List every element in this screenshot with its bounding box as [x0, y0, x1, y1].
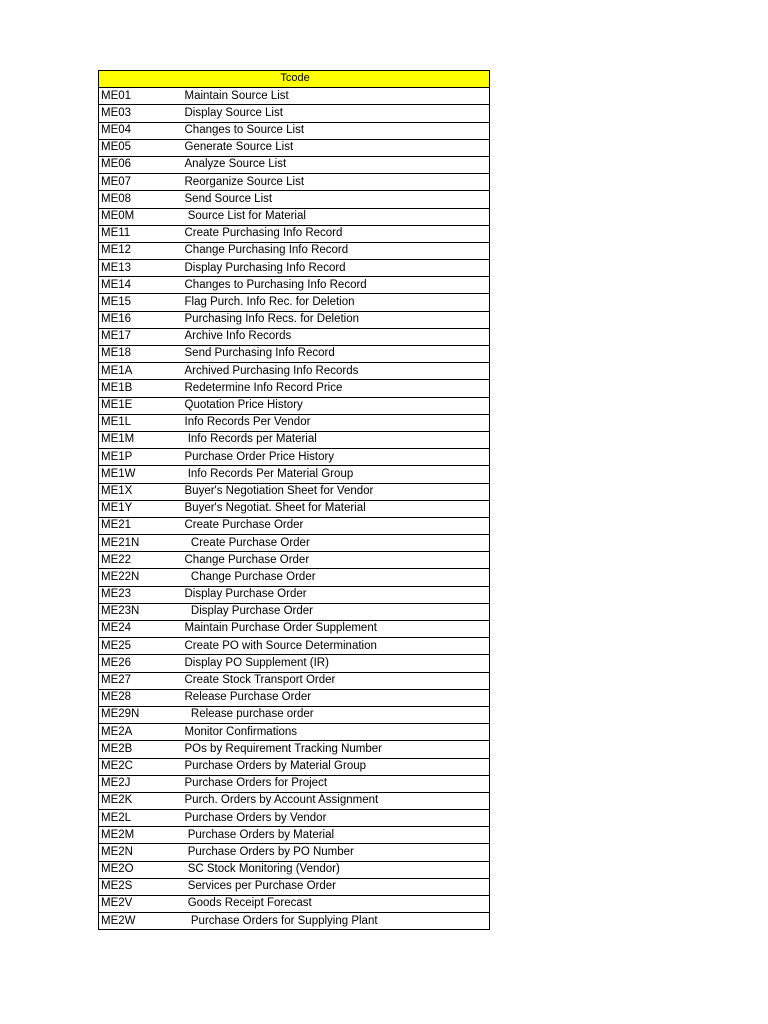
table-row — [99, 311, 490, 328]
description-cell[interactable]: Create PO with Source Determination — [183, 638, 490, 655]
description-cell[interactable]: Purchase Orders by Vendor — [183, 810, 490, 827]
table-row — [99, 655, 490, 672]
description-cell[interactable]: Source List for Material — [183, 208, 490, 225]
description-cell[interactable]: Display Source List — [183, 105, 490, 122]
table-row — [99, 638, 490, 655]
description-cell[interactable]: Buyer's Negotiation Sheet for Vendor — [183, 483, 490, 500]
tcode-cell[interactable]: ME21 — [99, 517, 183, 534]
description-cell[interactable]: Send Source List — [183, 191, 490, 208]
table-row — [99, 156, 490, 173]
description-cell[interactable]: Generate Source List — [183, 139, 490, 156]
table-row — [99, 139, 490, 156]
description-cell[interactable]: Display Purchase Order — [183, 603, 490, 620]
tcode-cell[interactable]: ME2K — [99, 792, 183, 809]
description-cell[interactable]: Change Purchasing Info Record — [183, 242, 490, 259]
description-cell[interactable]: Purchase Orders by Material Group — [183, 758, 490, 775]
description-cell[interactable]: Info Records per Material — [183, 431, 490, 448]
tcode-cell[interactable]: ME03 — [99, 105, 183, 122]
tcode-cell[interactable]: ME2M — [99, 827, 183, 844]
tcode-cell[interactable]: ME1A — [99, 363, 183, 380]
description-cell[interactable]: Info Records Per Vendor — [183, 414, 490, 431]
tcode-cell[interactable]: ME2O — [99, 861, 183, 878]
tcode-cell[interactable]: ME17 — [99, 328, 183, 345]
table-row — [99, 810, 490, 827]
description-cell[interactable]: Create Purchase Order — [183, 517, 490, 534]
tcode-cell[interactable]: ME14 — [99, 277, 183, 294]
table-row — [99, 861, 490, 878]
tcode-cell[interactable]: ME2S — [99, 878, 183, 895]
tcode-cell[interactable]: ME27 — [99, 672, 183, 689]
tcode-cell[interactable]: ME07 — [99, 174, 183, 191]
table-row — [99, 500, 490, 517]
tcode-cell[interactable]: ME1M — [99, 431, 183, 448]
table-row — [99, 621, 490, 638]
tcode-cell[interactable]: ME1L — [99, 414, 183, 431]
table-row — [99, 225, 490, 242]
tcode-cell[interactable]: ME06 — [99, 156, 183, 173]
description-cell[interactable]: Maintain Purchase Order Supplement — [183, 621, 490, 638]
description-cell[interactable]: Change Purchase Order — [183, 569, 490, 586]
tcode-cell[interactable]: ME16 — [99, 311, 183, 328]
table-row — [99, 586, 490, 603]
table-row — [99, 414, 490, 431]
tcode-cell[interactable]: ME1Y — [99, 500, 183, 517]
table-row — [99, 242, 490, 259]
tcode-cell[interactable]: ME26 — [99, 655, 183, 672]
table-row — [99, 672, 490, 689]
table-row — [99, 105, 490, 122]
table-row — [99, 878, 490, 895]
tcode-cell[interactable]: ME21N — [99, 535, 183, 552]
description-cell[interactable]: Changes to Source List — [183, 122, 490, 139]
tcode-cell[interactable]: ME2B — [99, 741, 183, 758]
table-row — [99, 174, 490, 191]
table-row — [99, 775, 490, 792]
table-row — [99, 363, 490, 380]
description-cell[interactable]: Analyze Source List — [183, 156, 490, 173]
tcode-cell[interactable]: ME24 — [99, 621, 183, 638]
tcode-cell[interactable]: ME2A — [99, 724, 183, 741]
table-row — [99, 896, 490, 913]
table-row — [99, 328, 490, 345]
table-row — [99, 483, 490, 500]
tcode-cell[interactable]: ME28 — [99, 689, 183, 706]
description-cell[interactable]: Purchase Orders by PO Number — [183, 844, 490, 861]
tcode-table — [98, 70, 490, 930]
tcode-cell[interactable]: ME2J — [99, 775, 183, 792]
description-cell[interactable]: Quotation Price History — [183, 397, 490, 414]
table-row — [99, 706, 490, 723]
tcode-cell[interactable]: ME11 — [99, 225, 183, 242]
tcode-cell[interactable]: ME1B — [99, 380, 183, 397]
table-row — [99, 260, 490, 277]
description-cell[interactable]: SC Stock Monitoring (Vendor) — [183, 861, 490, 878]
tcode-cell[interactable]: ME25 — [99, 638, 183, 655]
description-cell[interactable]: Purchase Orders for Project — [183, 775, 490, 792]
tcode-cell[interactable]: ME01 — [99, 88, 183, 105]
table-row — [99, 724, 490, 741]
description-cell[interactable]: Release purchase order — [183, 706, 490, 723]
tcode-sheet — [98, 70, 489, 930]
tcode-cell[interactable]: ME1X — [99, 483, 183, 500]
table-row — [99, 535, 490, 552]
description-cell[interactable]: Changes to Purchasing Info Record — [183, 277, 490, 294]
tcode-cell[interactable]: ME2W — [99, 913, 183, 930]
description-cell[interactable]: Redetermine Info Record Price — [183, 380, 490, 397]
description-cell[interactable]: Buyer's Negotiat. Sheet for Material — [183, 500, 490, 517]
header-row — [99, 71, 490, 88]
tcode-cell[interactable]: ME08 — [99, 191, 183, 208]
description-cell[interactable]: POs by Requirement Tracking Number — [183, 741, 490, 758]
description-cell[interactable]: Display Purchasing Info Record — [183, 260, 490, 277]
table-row — [99, 277, 490, 294]
description-cell[interactable]: Reorganize Source List — [183, 174, 490, 191]
description-cell[interactable]: Release Purchase Order — [183, 689, 490, 706]
tcode-cell[interactable]: ME2N — [99, 844, 183, 861]
description-cell[interactable]: Archive Info Records — [183, 328, 490, 345]
tcode-cell[interactable]: ME04 — [99, 122, 183, 139]
table-row — [99, 517, 490, 534]
description-cell[interactable]: Send Purchasing Info Record — [183, 346, 490, 363]
description-cell[interactable]: Archived Purchasing Info Records — [183, 363, 490, 380]
description-cell[interactable]: Purchasing Info Recs. for Deletion — [183, 311, 490, 328]
description-cell[interactable]: Purchase Orders by Material — [183, 827, 490, 844]
table-row — [99, 741, 490, 758]
tcode-cell[interactable]: ME2C — [99, 758, 183, 775]
description-cell[interactable]: Purchase Orders for Supplying Plant — [183, 913, 490, 930]
table-row — [99, 466, 490, 483]
tcode-cell[interactable]: ME23 — [99, 586, 183, 603]
tcode-cell[interactable]: ME1E — [99, 397, 183, 414]
description-cell[interactable]: Goods Receipt Forecast — [183, 896, 490, 913]
table-row — [99, 88, 490, 105]
description-cell[interactable]: Purchase Order Price History — [183, 449, 490, 466]
description-cell[interactable]: Display PO Supplement (IR) — [183, 655, 490, 672]
header-title[interactable]: Tcode — [99, 71, 490, 88]
table-row — [99, 122, 490, 139]
tcode-cell[interactable]: ME2L — [99, 810, 183, 827]
table-row — [99, 827, 490, 844]
table-row — [99, 346, 490, 363]
table-row — [99, 431, 490, 448]
table-row — [99, 191, 490, 208]
table-row — [99, 569, 490, 586]
table-row — [99, 208, 490, 225]
table-row — [99, 294, 490, 311]
tcode-cell[interactable]: ME22 — [99, 552, 183, 569]
tcode-cell[interactable]: ME0M — [99, 208, 183, 225]
table-row — [99, 397, 490, 414]
table-row — [99, 844, 490, 861]
tcode-cell[interactable]: ME15 — [99, 294, 183, 311]
tcode-cell[interactable]: ME18 — [99, 346, 183, 363]
tcode-cell[interactable]: ME23N — [99, 603, 183, 620]
table-row — [99, 380, 490, 397]
table-row — [99, 792, 490, 809]
table-row — [99, 449, 490, 466]
description-cell[interactable]: Create Purchase Order — [183, 535, 490, 552]
tcode-cell[interactable]: ME29N — [99, 706, 183, 723]
table-row — [99, 689, 490, 706]
description-cell[interactable]: Create Stock Transport Order — [183, 672, 490, 689]
description-cell[interactable]: Create Purchasing Info Record — [183, 225, 490, 242]
description-cell[interactable]: Monitor Confirmations — [183, 724, 490, 741]
table-row — [99, 913, 490, 930]
table-row — [99, 552, 490, 569]
table-row — [99, 603, 490, 620]
tcode-cell[interactable]: ME12 — [99, 242, 183, 259]
table-row — [99, 758, 490, 775]
description-cell[interactable]: Info Records Per Material Group — [183, 466, 490, 483]
description-cell[interactable]: Purch. Orders by Account Assignment — [183, 792, 490, 809]
tcode-cell[interactable]: ME13 — [99, 260, 183, 277]
tcode-cell[interactable]: ME1P — [99, 449, 183, 466]
description-cell[interactable]: Maintain Source List — [183, 88, 490, 105]
tcode-cell[interactable]: ME2V — [99, 896, 183, 913]
description-cell[interactable]: Display Purchase Order — [183, 586, 490, 603]
description-cell[interactable]: Flag Purch. Info Rec. for Deletion — [183, 294, 490, 311]
description-cell[interactable]: Change Purchase Order — [183, 552, 490, 569]
description-cell[interactable]: Services per Purchase Order — [183, 878, 490, 895]
tcode-cell[interactable]: ME1W — [99, 466, 183, 483]
tcode-cell[interactable]: ME22N — [99, 569, 183, 586]
tcode-cell[interactable]: ME05 — [99, 139, 183, 156]
